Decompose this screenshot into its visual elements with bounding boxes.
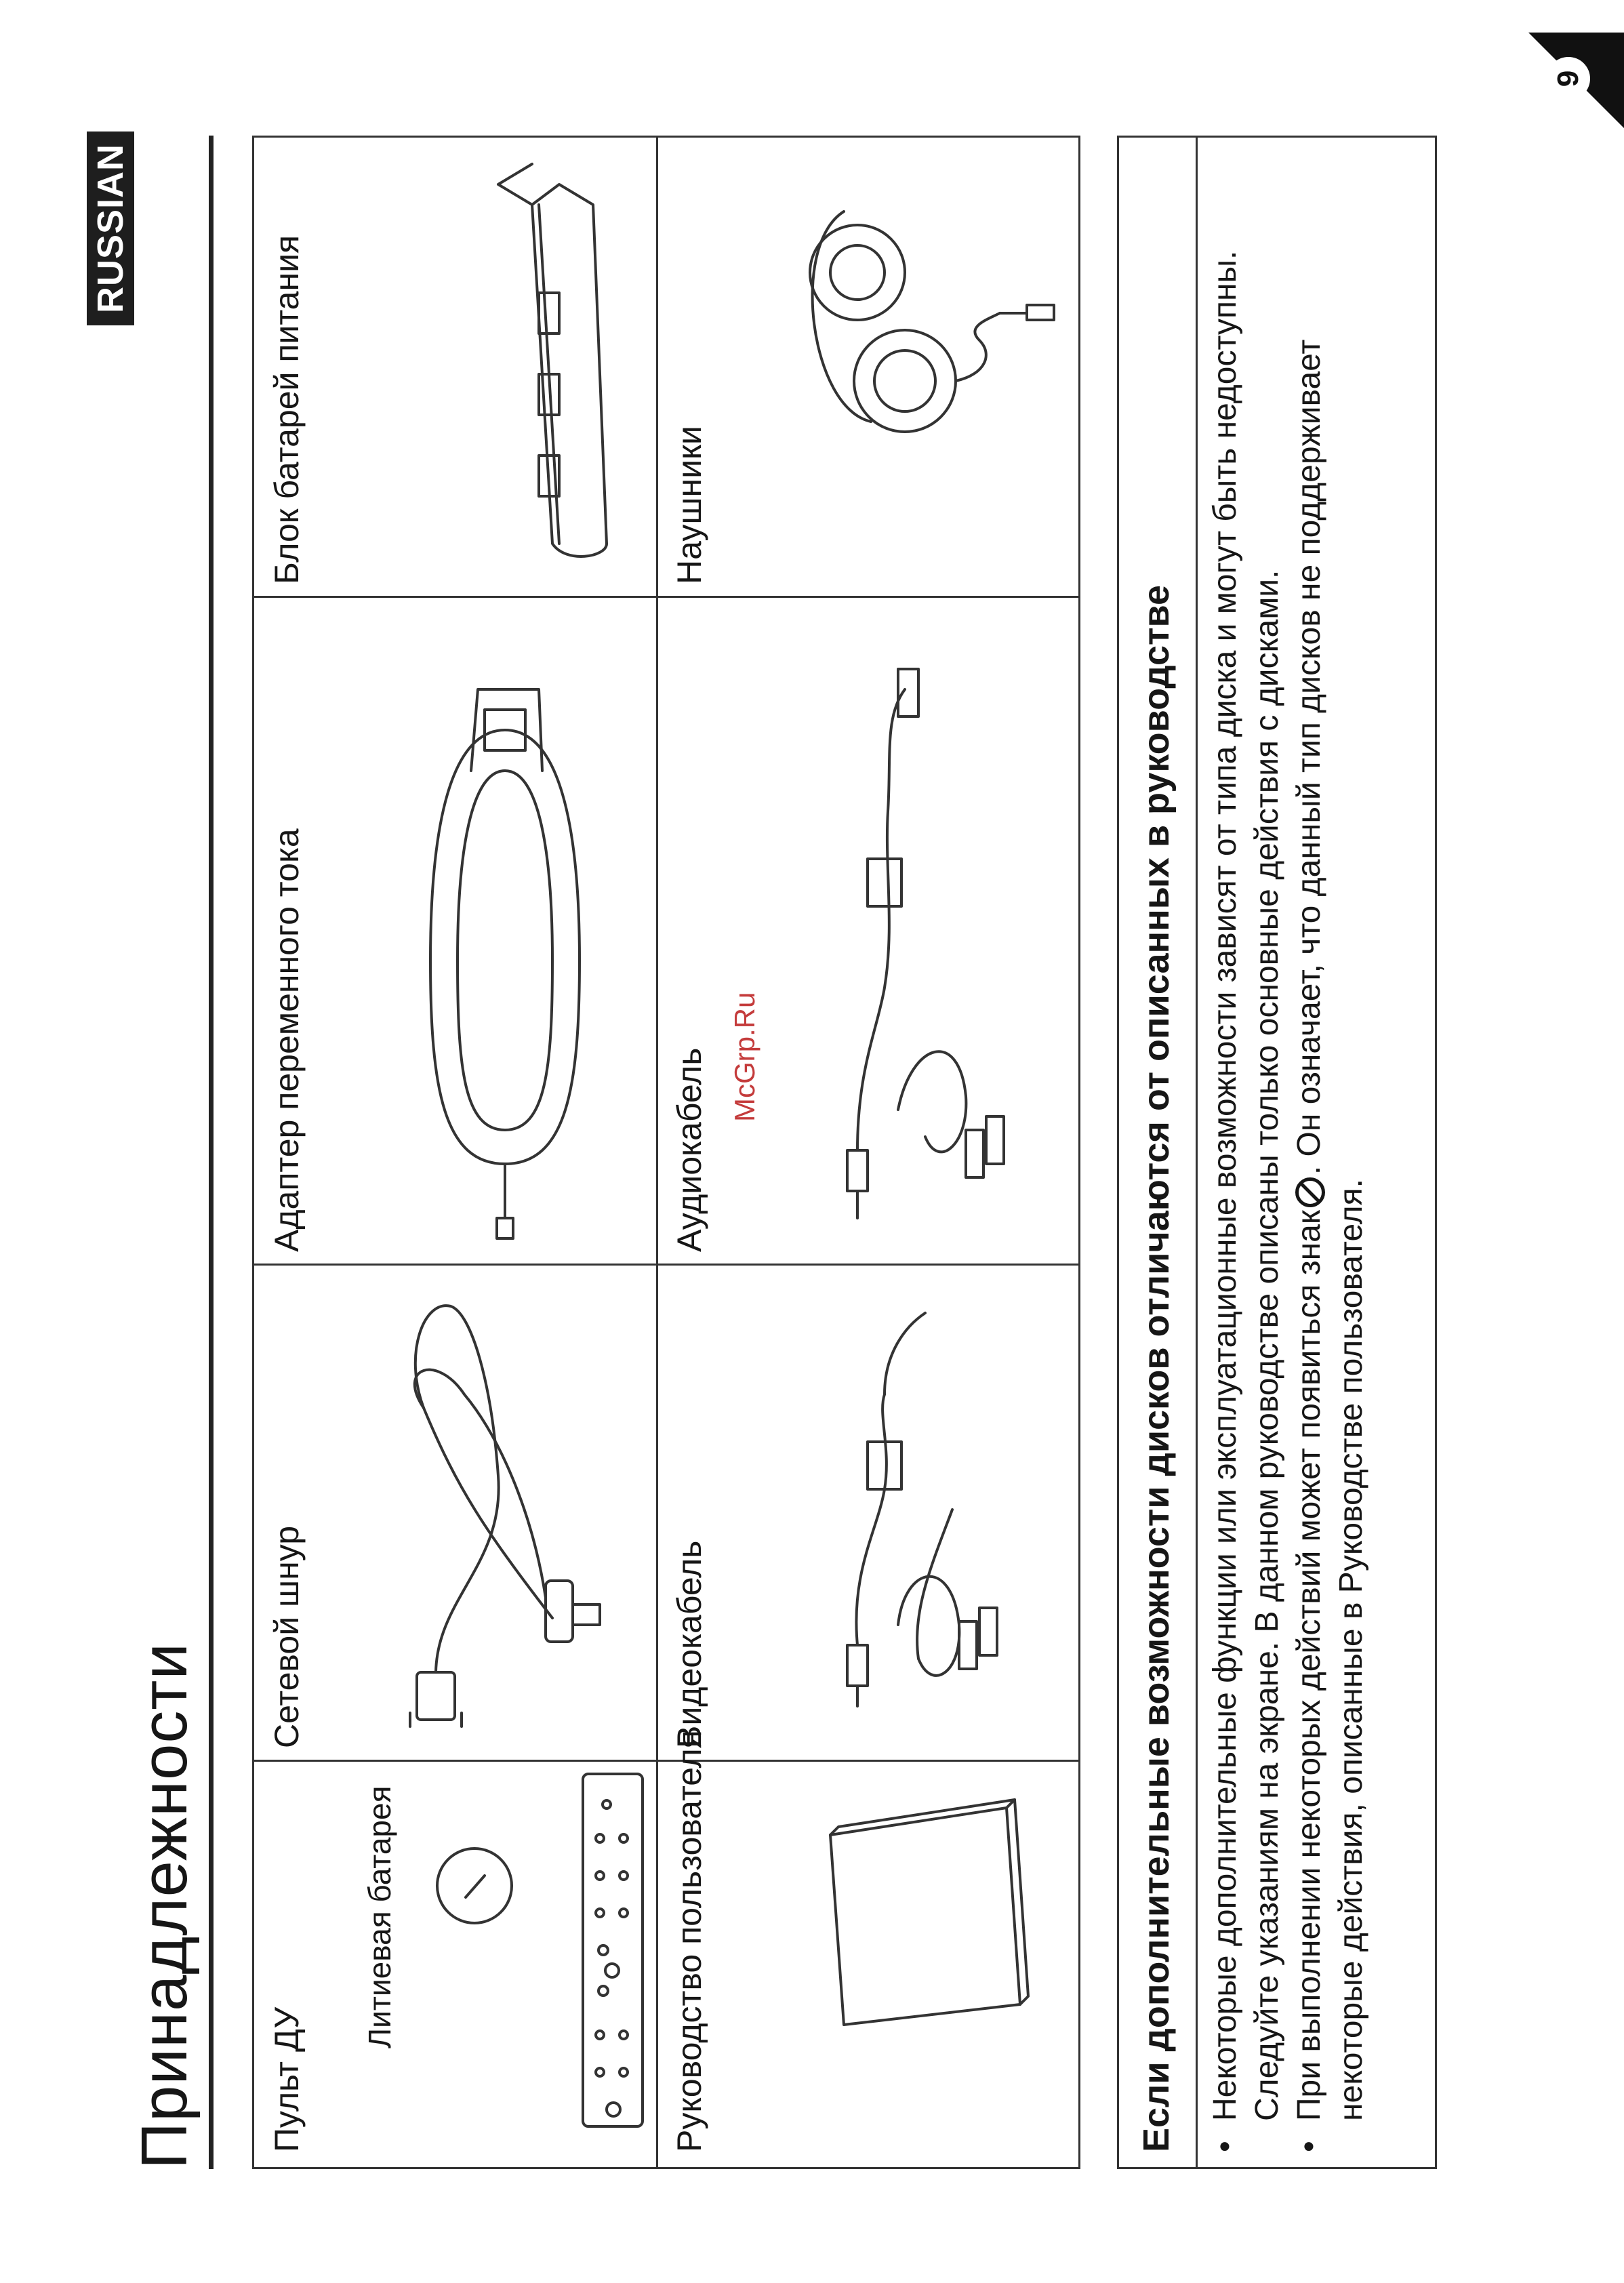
note-bullet-2 (1288, 340, 1331, 2152)
accessory-sublabel-lithium-battery: Литиевая батарея (362, 1785, 397, 2048)
battery-pack-icon (336, 144, 641, 584)
headphones-icon (729, 144, 1068, 584)
table-divider (254, 1760, 1078, 1762)
accessories-table (252, 136, 1080, 2169)
accessory-label-video-cable: Видеокабель (670, 1540, 708, 1748)
watermark: McGrp.Ru (729, 992, 760, 1122)
accessory-label-remote: Пульт ДУ (268, 2006, 306, 2152)
prohibited-sign-icon (1295, 1177, 1325, 1207)
user-manual-icon (722, 1774, 1061, 2126)
audio-cable-icon (729, 601, 1068, 1245)
remote-control-icon (315, 1767, 654, 2147)
accessory-label-headphones: Наушники (670, 426, 708, 584)
bullet-marker: • (1291, 2141, 1327, 2152)
bullet-marker: • (1207, 2141, 1243, 2152)
note-bullet-1-line-2: Следуйте указаниям на экране. В данном руководстве описаны только основные действия с дисками. (1249, 569, 1285, 2121)
note-bullet-2-line-2: некоторые действия, описанные в Руководстве пользователя. (1333, 1179, 1369, 2121)
table-divider (254, 596, 1078, 598)
accessory-label-power-cord: Сетевой шнур (268, 1525, 306, 1748)
table-divider (254, 1264, 1078, 1266)
accessory-label-ac-adapter: Адаптер переменного тока (268, 828, 306, 1252)
video-cable-icon (729, 1286, 1068, 1733)
note-bullet-2-line-1a: При выполнении некоторых действий может появиться знак (1291, 1210, 1327, 2121)
disc-features-note (1117, 136, 1437, 2169)
note-bullet-1-line-1: Некоторые дополнительные функции или эксплуатационные возможности зависят от типа диска и могут быть недоступны. (1207, 250, 1243, 2121)
page-number: 9 (1547, 57, 1590, 100)
accessory-label-audio-cable: Аудиокабель (670, 1047, 708, 1252)
note-bullet-1 (1204, 251, 1246, 2152)
accessory-label-battery-pack: Блок батарей питания (268, 235, 306, 584)
power-cord-icon (329, 1286, 641, 1733)
language-badge: RUSSIAN (87, 132, 134, 325)
title-underline (209, 136, 214, 2169)
accessory-label-user-manual: Руководство пользователя (670, 1730, 708, 2152)
ac-adapter-icon (336, 601, 641, 1245)
page-title: Принадлежности (128, 1642, 201, 2169)
table-divider (656, 138, 658, 2167)
note-heading: Если дополнительные возможности дисков отличаются от описанных в руководстве (1119, 138, 1198, 2167)
note-bullet-2-line-1b: . Он означает, что данный тип дисков не поддерживает (1291, 339, 1327, 1175)
